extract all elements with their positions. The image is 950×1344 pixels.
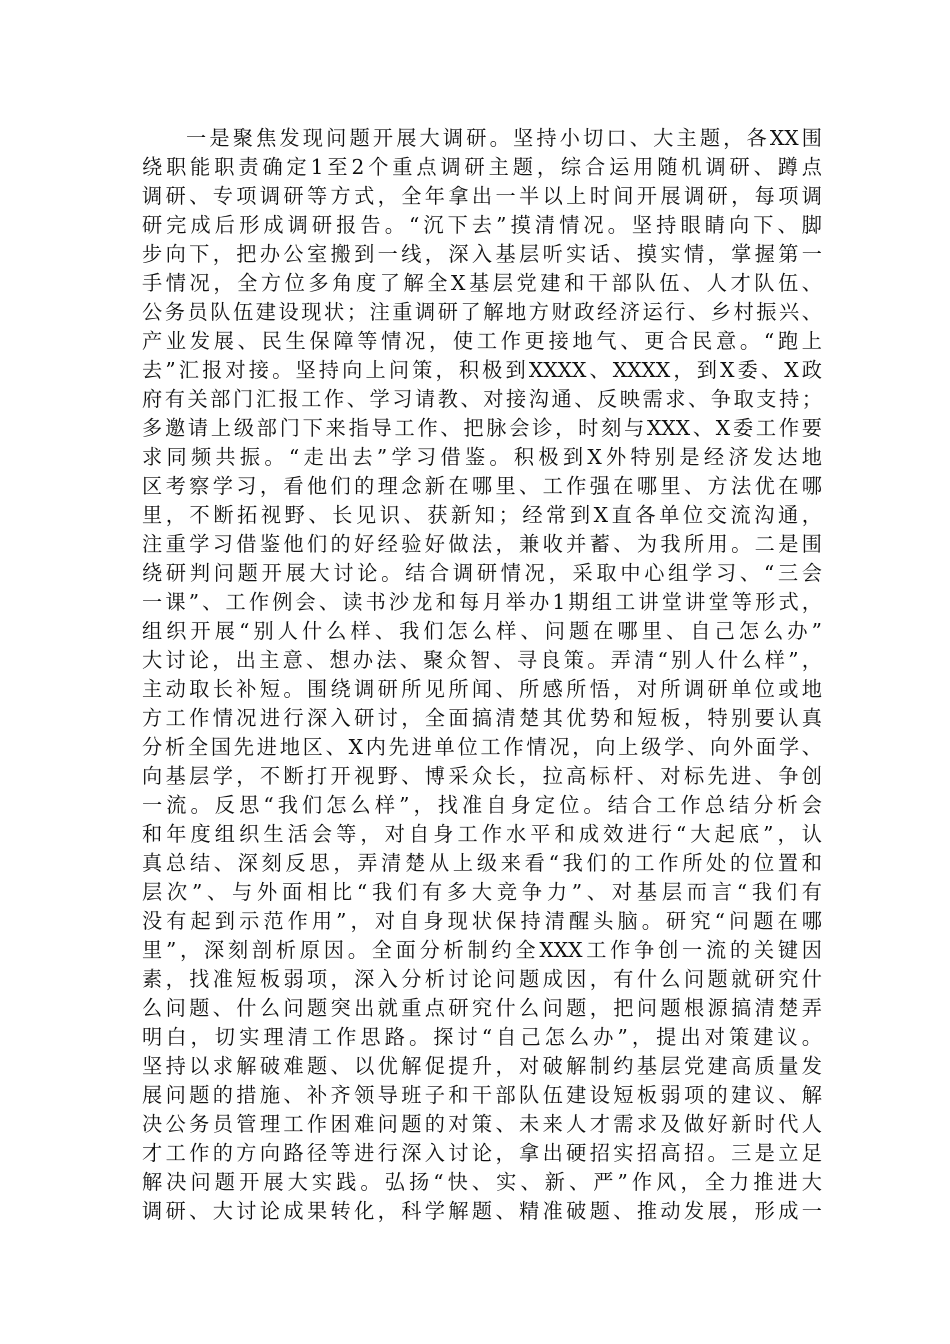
text-line: 里，不断拓视野、长见识、获新知；经常到X直各单位交流沟通， <box>142 503 822 527</box>
text-line: 方工作情况进行深入研讨，全面搞清楚其优势和短板，特别要认真 <box>142 706 822 730</box>
text-line: 手情况，全方位多角度了解全X基层党建和干部队伍、人才队伍、 <box>142 271 822 295</box>
text-line: 明白，切实理清工作思路。探讨“自己怎么办”，提出对策建议。 <box>142 1025 822 1049</box>
text-line: 大讨论，出主意、想办法、聚众智、寻良策。弄清“别人什么样”， <box>142 648 822 672</box>
text-line: 么问题、什么问题突出就重点研究什么问题，把问题根源搞清楚弄 <box>142 996 822 1020</box>
text-line: 决公务员管理工作困难问题的对策、未来人才需求及做好新时代人 <box>142 1112 822 1136</box>
text-line: 求同频共振。“走出去”学习借鉴。积极到X外特别是经济发达地 <box>142 445 822 469</box>
text-line: 向基层学，不断打开视野、博采众长，拉高标杆、对标先进、争创 <box>142 764 822 788</box>
text-line: 区考察学习，看他们的理念新在哪里、工作强在哪里、方法优在哪 <box>142 474 822 498</box>
text-line: 调研、大讨论成果转化，科学解题、精准破题、推动发展，形成一 <box>142 1199 822 1223</box>
text-line: 素，找准短板弱项，深入分析讨论问题成因，有什么问题就研究什 <box>142 967 822 991</box>
text-line: 展问题的措施、补齐领导班子和干部队伍建设短板弱项的建议、解 <box>142 1083 822 1107</box>
text-line: 多邀请上级部门下来指导工作、把脉会诊，时刻与XXX、X委工作要 <box>142 416 822 440</box>
text-line: 主动取长补短。围绕调研所见所闻、所感所悟，对所调研单位或地 <box>142 677 822 701</box>
text-line: 府有关部门汇报工作、学习请教、对接沟通、反映需求、争取支持； <box>142 387 822 411</box>
text-line: 公务员队伍建设现状；注重调研了解地方财政经济运行、乡村振兴、 <box>142 300 822 324</box>
text-line: 一是聚焦发现问题开展大调研。坚持小切口、大主题，各XX围 <box>186 126 822 150</box>
text-line: 绕研判问题开展大讨论。结合调研情况，采取中心组学习、“三会 <box>142 561 822 585</box>
text-line: 没有起到示范作用”，对自身现状保持清醒头脑。研究“问题在哪 <box>142 909 822 933</box>
text-line: 真总结、深刻反思，弄清楚从上级来看“我们的工作所处的位置和 <box>142 851 822 875</box>
text-line: 研完成后形成调研报告。“沉下去”摸清情况。坚持眼睛向下、脚 <box>142 213 822 237</box>
text-line: 解决问题开展大实践。弘扬“快、实、新、严”作风，全力推进大 <box>142 1170 822 1194</box>
text-line: 一课”、工作例会、读书沙龙和每月举办1期组工讲堂讲堂等形式， <box>142 590 822 614</box>
text-line: 坚持以求解破难题、以优解促提升，对破解制约基层党建高质量发 <box>142 1054 822 1078</box>
text-line: 里”，深刻剖析原因。全面分析制约全XXX工作争创一流的关键因 <box>142 938 822 962</box>
body-text <box>142 124 822 1226</box>
text-line: 注重学习借鉴他们的好经验好做法，兼收并蓄、为我所用。二是围 <box>142 532 822 556</box>
text-line: 步向下，把办公室搬到一线，深入基层听实话、摸实情，掌握第一 <box>142 242 822 266</box>
text-line: 才工作的方向路径等进行深入讨论，拿出硬招实招高招。三是立足 <box>142 1141 822 1165</box>
text-line: 分析全国先进地区、X内先进单位工作情况，向上级学、向外面学、 <box>142 735 822 759</box>
text-line: 层次”、与外面相比“我们有多大竞争力”、对基层而言“我们有 <box>142 880 822 904</box>
text-line: 产业发展、民生保障等情况，使工作更接地气、更合民意。“跑上 <box>142 329 822 353</box>
text-line: 调研、专项调研等方式，全年拿出一半以上时间开展调研，每项调 <box>142 184 822 208</box>
text-line: 组织开展“别人什么样、我们怎么样、问题在哪里、自己怎么办” <box>142 619 822 643</box>
text-line: 一流。反思“我们怎么样”，找准自身定位。结合工作总结分析会 <box>142 793 822 817</box>
text-line: 绕职能职责确定1至2个重点调研主题，综合运用随机调研、蹲点 <box>142 155 822 179</box>
text-line: 和年度组织生活会等，对自身工作水平和成效进行“大起底”，认 <box>142 822 822 846</box>
text-line: 去”汇报对接。坚持向上问策，积极到XXXX、XXXX，到X委、X政 <box>142 358 822 382</box>
